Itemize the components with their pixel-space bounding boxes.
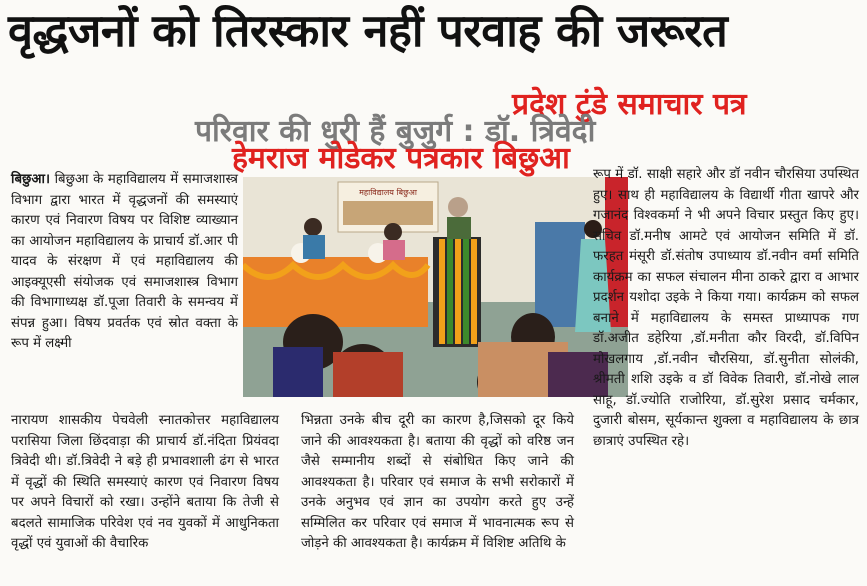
- headline: वृद्धजनों को तिरस्कार नहीं परवाह की जरूरत: [8, 4, 728, 57]
- event-photo-illustration: [243, 177, 628, 397]
- col1-bottom-text: नारायण शासकीय पेचवेली स्नातकोत्तर महाविद्यालय परासिया जिला छिंदवाड़ा की प्राचार्य डॉ.नंदिता प्रियंवदा त्रिवेदी थी। डॉ.त्रिवेदी ने बड़े ही प्रभावशाली ढंग से भारत में वृद्धों की स्थिति समस्याएं कारण एवं निवारण विषय पर अपने विचारों को रखा। उन्होंने बताया कि तेजी से बदलते सामाजिक परिवेश एवं नव युवकों में आधुनिकता वृद्धों एवं युवाओं की वैचारिक: [11, 413, 279, 551]
- column-3: [593, 165, 859, 452]
- col2-bottom-text: भिन्नता उनके बीच दूरी का कारण है,जिसको दूर किये जाने की आवश्यकता है। बताया की वृद्धों को वरिष्ठ जन जैसे सम्मानीय शब्दों से संबोधित किए जाने की आवश्यकता है। परिवार एवं समाज के सभी सरोकारों में उनके अनुभव एवं ज्ञान का उपयोग करते हुए उन्हें सम्मिलित कर परिवार एवं समाज में भावनात्मक रूप से जोड़ने की आवश्यकता है। कार्यक्रम में विशिष्ट अतिथि के: [301, 413, 574, 551]
- column-1-bottom: [11, 411, 279, 555]
- col3-text: रूप में डॉ. साक्षी सहारे और डॉ नवीन चौरसिया उपस्थित हुए। साथ ही महाविद्यालय के विद्यार्थी गीता खापरे और गजानंद विश्वकर्मा ने भी अपने विचार प्रस्तुत किए हुए। सचिव डॉ.मनीष आमटे एवं आयोजन समिति में डॉ. फरहत मंसूरी डॉ.संतोष उपाध्याय डॉ.नवीन वर्मा समिति कार्यक्रम का सफल संचालन मीना ठाकरे द्वारा व आभार प्रदर्शन यशोदा उइके ने किया गया। कार्यक्रम को सफल बनाने में महाविद्यालय के समस्त प्राध्यापक गण डॉ.अजीत डहेरिया ,डॉ.मनीता कौर विरदी, डॉ.विपिन मोखलगाय ,डॉ.नवीन चौरसिया, डॉ.सुनीता सोलंकी, श्रीमती शशि उइके व डॉ विवेक तिवारी, डॉ.नोखे लाल साहू, डॉ.ज्योति राजोरिया, डॉ.सुरेश प्रसाद चर्मकार, दुजारी बोसम, सूर्यकान्त शुक्ला व महाविद्यालय के छात्र छात्राएं उपस्थित रहे।: [593, 167, 859, 449]
- subheadline: परिवार की धुरी हैं बुजुर्ग : डॉ. त्रिवेदी: [195, 114, 596, 149]
- photo-banner-text: महाविद्यालय बिछुआ: [359, 188, 417, 197]
- col1-lead-text: बिछुआ के महाविद्यालय में समाजशास्त्र विभाग द्वारा भारत में वृद्धजनों की समस्याएं कारण एवं निवारण विषय पर विशिष्ट व्याख्यान का आयोजन महाविद्यालय के प्राचार्य डॉ.आर पी यादव के संरक्षण में एवं महाविद्यालय की आइक्यूएसी संयोजक एवं समाजशास्त्र विभाग की विभागाध्यक्ष डॉ.पूजा तिवारी के समन्वय में संपन्न हुआ। विषय प्रवर्तक एवं स्रोत वक्ता के रूप में लक्ष्मी: [11, 172, 238, 351]
- overlay-publisher: प्रदेश टुंडे समाचार पत्र: [512, 87, 747, 122]
- overlay-reporter: हेमराज मोडेकर पत्रकार बिछुआ: [232, 141, 570, 176]
- column-1-top: [11, 170, 238, 355]
- dateline: बिछुआ।: [11, 172, 50, 187]
- column-2-bottom: [301, 411, 574, 555]
- event-photo: [243, 177, 628, 397]
